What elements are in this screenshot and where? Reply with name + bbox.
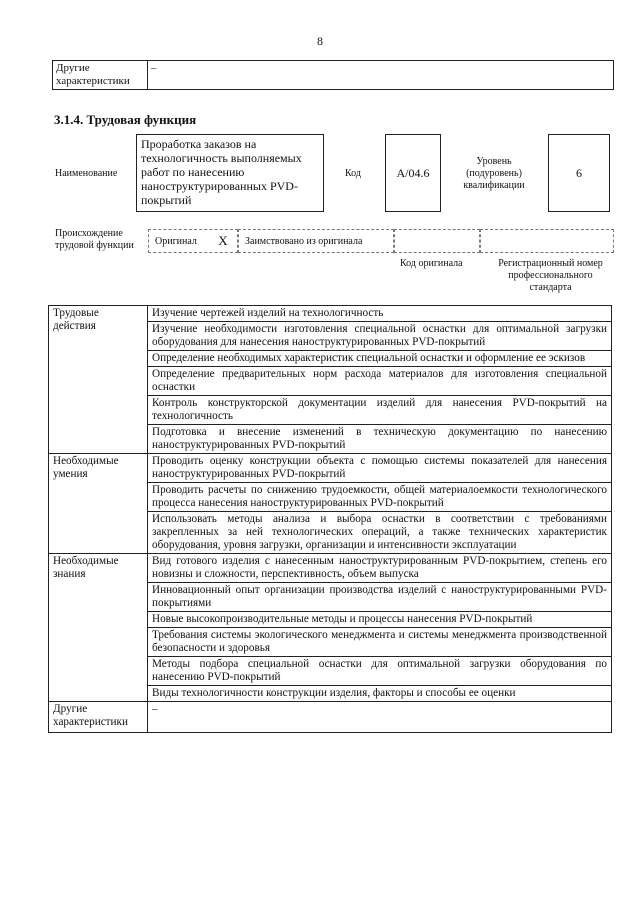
table-cell: Изучение необходимости изготовления специальной оснастки для оптимальной загрузки оборудования для нанесения наноструктурированных PVD-покрытий <box>148 322 612 351</box>
table-cell: Изучение чертежей изделий на технологичность <box>148 306 612 322</box>
original-mark: X <box>218 233 228 248</box>
code-original-cell <box>394 229 480 253</box>
page-number: 8 <box>317 34 323 48</box>
table-cell: Использовать методы анализа и выбора оснастки в соответствии с требованиями закрепленных за ней технологических операций, а также технических характеристик оборудования, уровня загрузки, организации и интенсивности эксплуатации <box>148 512 612 554</box>
reg-number-cell <box>480 229 614 253</box>
section-title: 3.1.4. Трудовая функция <box>54 112 197 127</box>
function-code-box: А/04.6 <box>385 134 441 212</box>
table-cell: Виды технологичности конструкции изделия, факторы и способы ее оценки <box>148 686 612 702</box>
section-header-other: Другие характеристики <box>49 702 148 733</box>
origin-row <box>148 229 614 253</box>
table-cell: Определение необходимых характеристик специальной оснастки и оформление ее эскизов <box>148 351 612 367</box>
code-label: Код <box>345 168 361 179</box>
section-header-knowledge: Необходимые знания <box>49 554 148 702</box>
table-row <box>49 454 612 483</box>
table-cell: Проводить оценку конструкции объекта с помощью системы показателей для нанесения наноструктурированных PVD-покрытий <box>148 454 612 483</box>
reg-number-caption: Регистрационный номер профессионального стандарта <box>498 258 603 293</box>
table-cell: Новые высокопроизводительные методы и процессы нанесения PVD-покрытий <box>148 612 612 628</box>
section-header-actions: Трудовые действия <box>49 306 148 454</box>
borrowed-label: Заимствовано из оригинала <box>245 235 363 247</box>
top-other-label: Другие характеристики <box>53 61 148 90</box>
table-row <box>49 702 612 733</box>
table-cell: Вид готового изделия с нанесенным наноструктурированным PVD-покрытием, степень его новизны и сложности, перспективность, объем выпуска <box>148 554 612 583</box>
table-cell: Методы подбора специальной оснастки для оптимальной загрузки оборудования по нанесению PVD-покрытий <box>148 657 612 686</box>
top-other-value: – <box>148 61 614 90</box>
section-header-skills: Необходимые умения <box>49 454 148 554</box>
code-original-caption: Код оригинала <box>400 258 463 269</box>
function-details-table <box>48 305 612 733</box>
table-cell: – <box>148 702 612 733</box>
table-row <box>49 554 612 583</box>
table-cell: Требования системы экологического менеджмента и системы менеджмента производственной безопасности и здоровья <box>148 628 612 657</box>
function-level-box: 6 <box>548 134 610 212</box>
origin-label: Происхождение трудовой функции <box>55 228 134 251</box>
name-label: Наименование <box>55 168 118 179</box>
original-label: Оригинал <box>155 235 197 247</box>
level-label: Уровень (подуровень) квалификации <box>463 156 525 191</box>
table-cell: Контроль конструкторской документации изделий для нанесения PVD-покрытий на технологичность <box>148 396 612 425</box>
table-cell: Определение предварительных норм расхода материалов для изготовления специальной оснастки <box>148 367 612 396</box>
function-name-box: Проработка заказов на технологичность выполняемых работ по нанесению наноструктурированных PVD-покрытий <box>136 134 324 212</box>
table-row <box>49 306 612 322</box>
table-cell: Проводить расчеты по снижению трудоемкости, общей материалоемкости технологического процесса нанесения наноструктурированных PVD-покрытий <box>148 483 612 512</box>
borrowed-cell <box>238 229 394 253</box>
table-cell: Подготовка и внесение изменений в техническую документацию по нанесению наноструктурированных PVD-покрытий <box>148 425 612 454</box>
top-other-characteristics-table <box>52 60 614 90</box>
table-cell: Инновационный опыт организации производства изделий с наноструктурированными PVD-покрытиями <box>148 583 612 612</box>
